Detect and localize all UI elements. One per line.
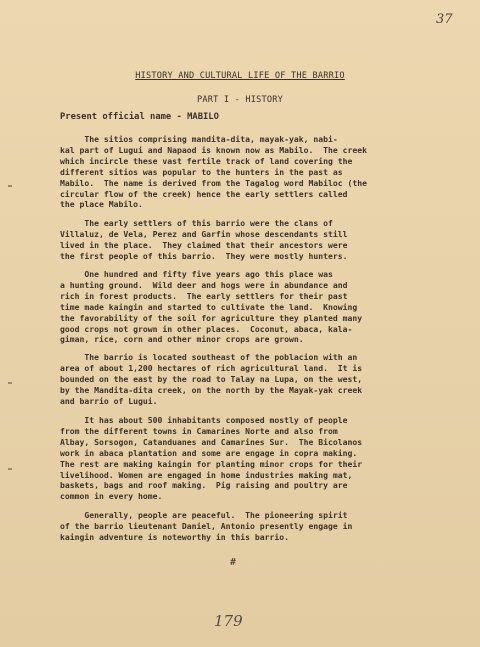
page-number: 37 <box>436 12 453 27</box>
paragraph-history: One hundred and fifty five years ago this place was a hunting ground. Wild deer and hogs were in abundance and rich in forest products. The early settlers for their past time made kaingin and started to cultivate the land. Knowing the favorability of the soil for agriculture they planted many good crops not grown in other places. Coconut, abaca, kala- giman, rice, corn and other minor crops are grown. <box>60 269 363 345</box>
paragraph-origin: The sitios comprising mandita-dita, mayak-yak, nabi- kal part of Lugui and Napaod is known now as Mabilo. The creek which incircle these vast fertile track of land covering the different sitios was popular to the hunters in the past as Mabilo. The name is derived from the Tagalog word Mabiloc (the circular flow of the creek) hence the early settlers called the place Mabilo. <box>60 134 367 210</box>
footer-page-number: 179 <box>214 612 243 630</box>
paragraph-location: The barrio is located southeast of the poblacion with an area of about 1,200 hectares of rich agricultural land. It is bounded on the east by the road to Talay na Lupa, on the west, by the Mandita-dita creek, on the north by the Mayak-yak creek and barrio of Lugui. <box>60 352 363 406</box>
paragraph-people: Generally, people are peaceful. The pioneering spirit of the barrio lieutenant Daniel, Antonio presently engage in kaingin adventure is noteworthy in this barrio. <box>60 510 353 542</box>
paragraph-inhabitants: It has about 500 inhabitants composed mostly of people from the different towns in Camarines Norte and also from Albay, Sorsogon, Catanduanes and Camarines Sur. The Bicolanos work in abaca plantation and some are engage in copra making. The rest are making kaingin for planting minor crops for their livelihood. Women are engaged in home industries making mat, baskets, bags and roof making. Pig raising and poultry are common in every home. <box>60 415 363 502</box>
margin-mark <box>8 185 12 187</box>
margin-mark <box>8 382 12 384</box>
official-name-line: Present official name - MABILO <box>60 112 219 122</box>
part-heading: PART I - HISTORY <box>197 95 283 105</box>
margin-mark <box>8 468 12 470</box>
paragraph-settlers: The early settlers of this barrio were the clans of Villaluz, de Vela, Perez and Garfin whose descendants still lived in the place. They claimed that their ancestors were the first people of this barrio. They were mostly hunters. <box>60 218 348 261</box>
document-title: HISTORY AND CULTURAL LIFE OF THE BARRIO <box>135 71 345 81</box>
end-mark: # <box>230 557 237 568</box>
